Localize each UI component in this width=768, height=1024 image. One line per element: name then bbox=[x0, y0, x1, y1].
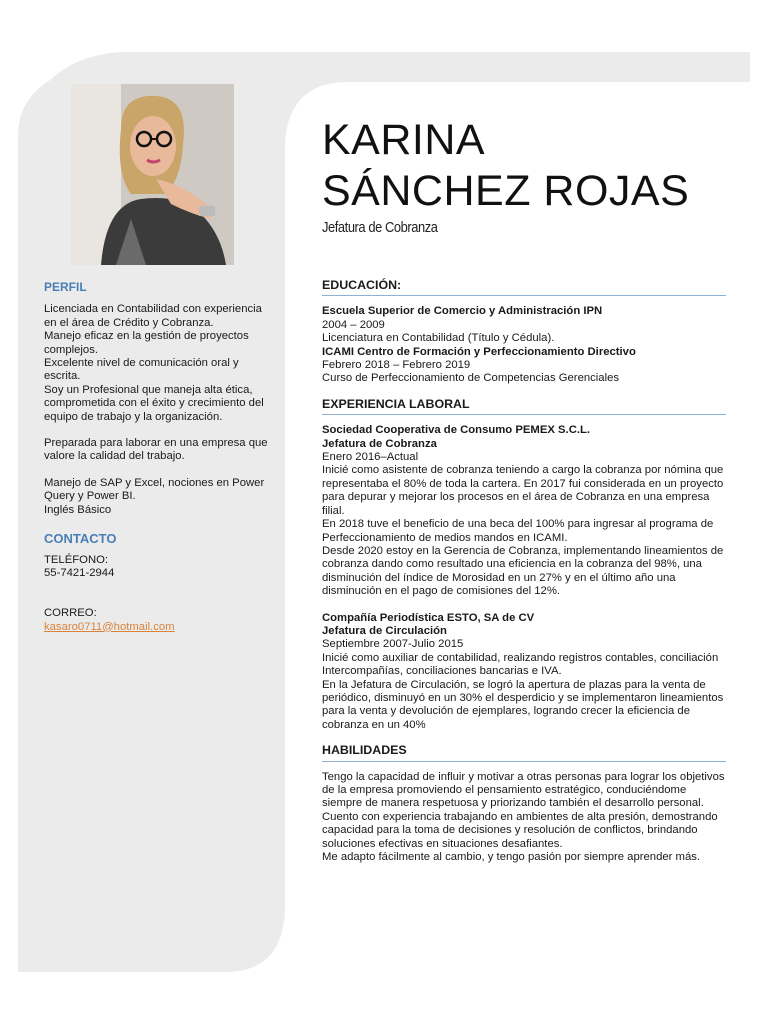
job-company: Compañía Periodística ESTO, SA de CV bbox=[322, 611, 535, 624]
job-role: Jefatura de Circulación bbox=[322, 624, 447, 637]
candidate-name bbox=[322, 115, 689, 217]
profile-text: Manejo eficaz en la gestión de proyectos complejos. bbox=[44, 330, 249, 356]
email-label: CORREO: bbox=[44, 607, 97, 620]
sidebar bbox=[44, 281, 269, 634]
profile-text: Soy un Profesional que maneja alta ética, comprometida con el éxito y crecimiento del equipo de trabajo y la organización. bbox=[44, 383, 264, 423]
profile-text: Inglés Básico bbox=[44, 503, 112, 516]
skills-heading: HABILIDADES bbox=[322, 744, 726, 761]
phone-label: TELÉFONO: bbox=[44, 553, 109, 566]
profile-heading: PERFIL bbox=[44, 280, 87, 294]
education-detail: Curso de Perfeccionamiento de Competencias Gerenciales bbox=[322, 372, 620, 385]
phone-value: 55-7421-2944 bbox=[44, 566, 115, 579]
job-description: Inicié como asistente de cobranza teniendo a cargo la cobranza por nómina que representaba el 80% de toda la cartera. En 2017 fui considerada en un proyecto para depurar y mejorar los procesos en el área de Cobranza en una empresa filial. bbox=[322, 464, 724, 517]
job-dates: Septiembre 2007-Julio 2015 bbox=[322, 638, 464, 651]
profile-photo bbox=[71, 84, 234, 265]
skills-text: Cuento con experiencia trabajando en ambientes de alta presión, demostrando capacidad para la toma de decisiones y resolución de conflictos, brindando soluciones efectivas en situaciones desafiantes. bbox=[322, 810, 718, 850]
job-description: En 2018 tuve el beneficio de una beca del 100% para ingresar al programa de Perfeccionamiento de medios mandos en ICAMI. bbox=[322, 518, 714, 544]
skills-text: Tengo la capacidad de influir y motivar a otras personas para lograr los objetivos de la empresa promoviendo el pensamiento estratégico, conduciéndome siempre de manera respetuosa y priorizando también el desarrollo personal. bbox=[322, 770, 725, 810]
name-line-2: SÁNCHEZ ROJAS bbox=[322, 167, 690, 215]
job-role: Jefatura de Cobranza bbox=[322, 437, 437, 450]
main-content bbox=[322, 279, 726, 864]
profile-text: Excelente nivel de comunicación oral y escrita. bbox=[44, 357, 239, 383]
education-dates: Febrero 2018 – Febrero 2019 bbox=[322, 359, 471, 372]
education-dates: 2004 – 2009 bbox=[322, 318, 385, 331]
contact-heading: CONTACTO bbox=[44, 531, 117, 547]
experience-heading: EXPERIENCIA LABORAL bbox=[322, 398, 726, 415]
profile-text: Preparada para laborar en una empresa que valore la calidad del trabajo. bbox=[44, 437, 268, 463]
job-dates: Enero 2016–Actual bbox=[322, 451, 419, 464]
job-title: Jefatura de Cobranza bbox=[322, 219, 438, 236]
job-description: Desde 2020 estoy en la Gerencia de Cobranza, implementando lineamientos de cobranza dando como resultado una eficiencia en la cobranza del 98%, una disminución del índice de Morosidad en un 27% y en el último año una disminución en el pago de comisiones del 12%. bbox=[322, 544, 724, 598]
job-description: En la Jefatura de Circulación, se logró la apertura de plazas para la venta de periódico, disminuyó en un 30% el desperdicio y se implementaron lineamientos para la venta y devolución de ejemplares, logrando crecer la eficiencia de cobranza en un 40% bbox=[322, 678, 724, 731]
profile-text: Licenciada en Contabilidad con experiencia en el área de Crédito y Cobranza. bbox=[44, 303, 262, 329]
skills-text: Me adapto fácilmente al cambio, y tengo pasión por siempre aprender más. bbox=[322, 851, 701, 864]
email-link[interactable]: kasaro0711@hotmail.com bbox=[44, 620, 175, 633]
profile-text: Manejo de SAP y Excel, nociones en Power Query y Power BI. bbox=[44, 476, 265, 503]
education-institution: Escuela Superior de Comercio y Administración IPN bbox=[322, 305, 603, 318]
education-detail: Licenciatura en Contabilidad (Título y Cédula). bbox=[322, 332, 555, 345]
job-description: Inicié como auxiliar de contabilidad, realizando registros contables, conciliación Intercompañías, conciliaciones bancarias e IVA. bbox=[322, 651, 719, 678]
education-heading: EDUCACIÓN: bbox=[322, 279, 726, 296]
education-institution: ICAMI Centro de Formación y Perfeccionamiento Directivo bbox=[322, 345, 636, 358]
name-line-1: KARINA bbox=[322, 116, 486, 164]
job-company: Sociedad Cooperativa de Consumo PEMEX S.C.L. bbox=[322, 424, 591, 437]
